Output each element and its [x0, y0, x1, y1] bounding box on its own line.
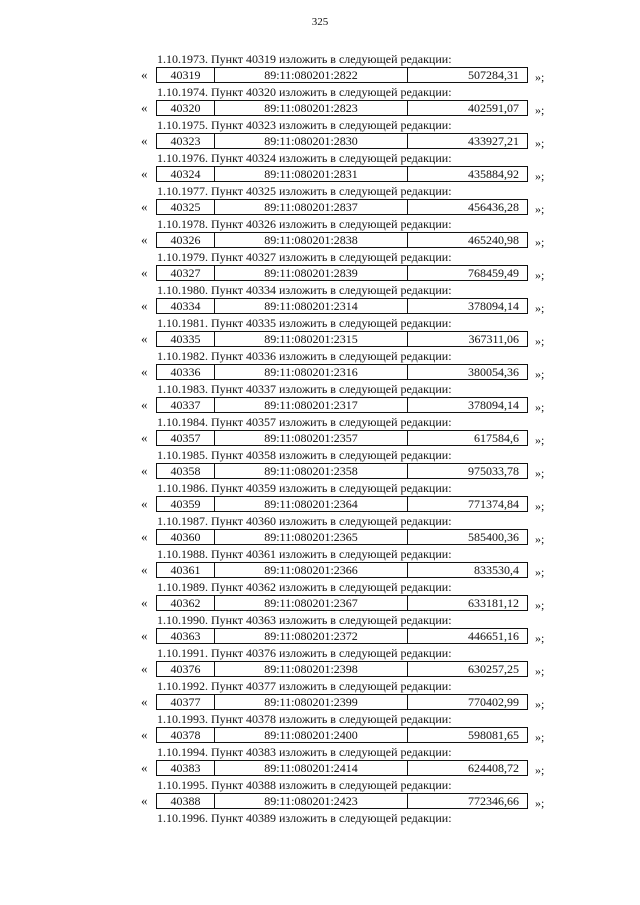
- table-row: [0, 99, 640, 118]
- amendment-entry: [0, 712, 640, 745]
- table-row: [0, 594, 640, 613]
- closing-quote: »;: [535, 367, 545, 381]
- item-number-cell: 40327: [157, 266, 215, 280]
- table-row: [0, 66, 640, 85]
- amendment-entry: [0, 448, 640, 481]
- cadastral-number-cell: 89:11:080201:2400: [215, 728, 408, 742]
- cadastral-number-cell: 89:11:080201:2839: [215, 266, 408, 280]
- closing-quote: »;: [535, 598, 545, 612]
- table-cells: [156, 397, 528, 413]
- amendment-heading: 1.10.1988. Пункт 40361 изложить в следующей редакции:: [157, 547, 452, 561]
- cadastral-number-cell: 89:11:080201:2357: [215, 431, 408, 445]
- value-cell: 617584,6: [474, 431, 519, 445]
- amendment-heading: 1.10.1991. Пункт 40376 изложить в следующей редакции:: [157, 646, 452, 660]
- table-cells: [156, 793, 528, 809]
- item-number-cell: 40337: [157, 398, 215, 412]
- amendment-heading: 1.10.1993. Пункт 40378 изложить в следующей редакции:: [157, 712, 452, 726]
- item-number-cell: 40359: [157, 497, 215, 511]
- table-cells: [156, 529, 528, 545]
- closing-quote: »;: [535, 202, 545, 216]
- item-number-cell: 40323: [157, 134, 215, 148]
- table-row: [0, 561, 640, 580]
- closing-quote: »;: [535, 235, 545, 249]
- value-cell: 465240,98: [468, 233, 519, 247]
- closing-quote: »;: [535, 730, 545, 744]
- table-row: [0, 297, 640, 316]
- item-number-cell: 40358: [157, 464, 215, 478]
- opening-quote: «: [141, 100, 148, 115]
- table-row: [0, 759, 640, 778]
- table-cells: [156, 760, 528, 776]
- table-cells: [156, 727, 528, 743]
- amendment-heading: 1.10.1973. Пункт 40319 изложить в следующей редакции:: [157, 52, 452, 66]
- item-number-cell: 40325: [157, 200, 215, 214]
- table-cells: [156, 430, 528, 446]
- amendment-heading: 1.10.1974. Пункт 40320 изложить в следующей редакции:: [157, 85, 452, 99]
- amendment-heading: 1.10.1980. Пункт 40334 изложить в следующей редакции:: [157, 283, 452, 297]
- amendment-entry: [0, 151, 640, 184]
- closing-quote: »;: [535, 169, 545, 183]
- amendment-heading: 1.10.1992. Пункт 40377 изложить в следующей редакции:: [157, 679, 452, 693]
- item-number-cell: 40376: [157, 662, 215, 676]
- table-cells: [156, 166, 528, 182]
- amendment-entry: [0, 217, 640, 250]
- item-number-cell: 40383: [157, 761, 215, 775]
- amendment-heading: 1.10.1990. Пункт 40363 изложить в следующей редакции:: [157, 613, 452, 627]
- page-number: 325: [311, 16, 329, 28]
- cadastral-number-cell: 89:11:080201:2316: [215, 365, 408, 379]
- amendment-entry: [0, 481, 640, 514]
- table-cells: [156, 265, 528, 281]
- value-cell: 378094,14: [468, 398, 519, 412]
- opening-quote: «: [141, 562, 148, 577]
- cadastral-number-cell: 89:11:080201:2398: [215, 662, 408, 676]
- cadastral-number-cell: 89:11:080201:2366: [215, 563, 408, 577]
- amendment-heading: 1.10.1994. Пункт 40383 изложить в следующей редакции:: [157, 745, 452, 759]
- amendment-entry: [0, 745, 640, 778]
- table-cells: [156, 364, 528, 380]
- amendment-entry: [0, 613, 640, 646]
- opening-quote: «: [141, 496, 148, 511]
- item-number-cell: 40388: [157, 794, 215, 808]
- cadastral-number-cell: 89:11:080201:2831: [215, 167, 408, 181]
- table-cells: [156, 496, 528, 512]
- opening-quote: «: [141, 694, 148, 709]
- opening-quote: «: [141, 529, 148, 544]
- table-cells: [156, 100, 528, 116]
- closing-quote: »;: [535, 268, 545, 282]
- value-cell: 630257,25: [468, 662, 519, 676]
- amendment-entry: [0, 250, 640, 283]
- opening-quote: «: [141, 463, 148, 478]
- amendment-entry: [0, 382, 640, 415]
- item-number-cell: 40362: [157, 596, 215, 610]
- amendment-entry: [0, 580, 640, 613]
- table-row: [0, 198, 640, 217]
- value-cell: 367311,06: [468, 332, 519, 346]
- amendment-heading: 1.10.1979. Пункт 40327 изложить в следующей редакции:: [157, 250, 452, 264]
- opening-quote: «: [141, 628, 148, 643]
- value-cell: 446651,16: [468, 629, 519, 643]
- table-cells: [156, 199, 528, 215]
- value-cell: 833530,4: [474, 563, 519, 577]
- table-row: [0, 693, 640, 712]
- table-row: [0, 231, 640, 250]
- amendment-entry: [0, 52, 640, 85]
- value-cell: 433927,21: [468, 134, 519, 148]
- amendment-heading: 1.10.1987. Пункт 40360 изложить в следующей редакции:: [157, 514, 452, 528]
- opening-quote: «: [141, 793, 148, 808]
- closing-quote: »;: [535, 466, 545, 480]
- item-number-cell: 40357: [157, 431, 215, 445]
- amendment-entry: [0, 415, 640, 448]
- amendment-entry: [0, 778, 640, 811]
- value-cell: 585400,36: [468, 530, 519, 544]
- amendment-entry: [0, 118, 640, 151]
- closing-quote: »;: [535, 433, 545, 447]
- cadastral-number-cell: 89:11:080201:2317: [215, 398, 408, 412]
- item-number-cell: 40334: [157, 299, 215, 313]
- table-cells: [156, 331, 528, 347]
- item-number-cell: 40360: [157, 530, 215, 544]
- amendment-entry: [0, 679, 640, 712]
- item-number-cell: 40320: [157, 101, 215, 115]
- value-cell: 598081,65: [468, 728, 519, 742]
- closing-quote: »;: [535, 763, 545, 777]
- amendment-heading: 1.10.1976. Пункт 40324 изложить в следующей редакции:: [157, 151, 452, 165]
- table-cells: [156, 67, 528, 83]
- opening-quote: «: [141, 760, 148, 775]
- opening-quote: «: [141, 331, 148, 346]
- amendment-heading: 1.10.1975. Пункт 40323 изложить в следующей редакции:: [157, 118, 452, 132]
- table-row: [0, 330, 640, 349]
- table-row: [0, 660, 640, 679]
- amendment-heading: 1.10.1978. Пункт 40326 изложить в следующей редакции:: [157, 217, 452, 231]
- amendment-entry: [0, 184, 640, 217]
- table-row: [0, 264, 640, 283]
- opening-quote: «: [141, 397, 148, 412]
- amendment-entry: [0, 85, 640, 118]
- amendment-heading: 1.10.1981. Пункт 40335 изложить в следующей редакции:: [157, 316, 452, 330]
- cadastral-number-cell: 89:11:080201:2315: [215, 332, 408, 346]
- closing-quote: »;: [535, 664, 545, 678]
- closing-quote: »;: [535, 532, 545, 546]
- cadastral-number-cell: 89:11:080201:2822: [215, 68, 408, 82]
- table-cells: [156, 463, 528, 479]
- table-row: [0, 429, 640, 448]
- table-row: [0, 627, 640, 646]
- item-number-cell: 40319: [157, 68, 215, 82]
- item-number-cell: 40363: [157, 629, 215, 643]
- table-row: [0, 396, 640, 415]
- value-cell: 378094,14: [468, 299, 519, 313]
- item-number-cell: 40377: [157, 695, 215, 709]
- item-number-cell: 40361: [157, 563, 215, 577]
- value-cell: 771374,84: [468, 497, 519, 511]
- amendment-entry: [0, 646, 640, 679]
- amendment-heading: 1.10.1995. Пункт 40388 изложить в следующей редакции:: [157, 778, 452, 792]
- closing-quote: »;: [535, 301, 545, 315]
- table-cells: [156, 562, 528, 578]
- amendment-entry: [0, 349, 640, 382]
- table-row: [0, 726, 640, 745]
- value-cell: 435884,92: [468, 167, 519, 181]
- cadastral-number-cell: 89:11:080201:2367: [215, 596, 408, 610]
- table-row: [0, 495, 640, 514]
- closing-quote: »;: [535, 334, 545, 348]
- amendment-entry: [0, 283, 640, 316]
- amendment-entry: [0, 514, 640, 547]
- table-row: [0, 132, 640, 151]
- cadastral-number-cell: 89:11:080201:2365: [215, 530, 408, 544]
- entries-list: [0, 52, 640, 825]
- opening-quote: «: [141, 595, 148, 610]
- cadastral-number-cell: 89:11:080201:2830: [215, 134, 408, 148]
- cadastral-number-cell: 89:11:080201:2837: [215, 200, 408, 214]
- cadastral-number-cell: 89:11:080201:2358: [215, 464, 408, 478]
- value-cell: 770402,99: [468, 695, 519, 709]
- opening-quote: «: [141, 133, 148, 148]
- closing-quote: »;: [535, 796, 545, 810]
- item-number-cell: 40378: [157, 728, 215, 742]
- opening-quote: «: [141, 298, 148, 313]
- opening-quote: «: [141, 661, 148, 676]
- amendment-heading: 1.10.1982. Пункт 40336 изложить в следующей редакции:: [157, 349, 452, 363]
- table-cells: [156, 694, 528, 710]
- value-cell: 507284,31: [468, 68, 519, 82]
- cadastral-number-cell: 89:11:080201:2414: [215, 761, 408, 775]
- final-amendment-heading: 1.10.1996. Пункт 40389 изложить в следующей редакции:: [157, 811, 452, 825]
- table-row: [0, 792, 640, 811]
- table-row: [0, 462, 640, 481]
- opening-quote: «: [141, 727, 148, 742]
- closing-quote: »;: [535, 499, 545, 513]
- table-row: [0, 165, 640, 184]
- table-cells: [156, 298, 528, 314]
- table-cells: [156, 661, 528, 677]
- opening-quote: «: [141, 265, 148, 280]
- table-cells: [156, 628, 528, 644]
- closing-quote: »;: [535, 136, 545, 150]
- value-cell: 768459,49: [468, 266, 519, 280]
- amendment-heading: 1.10.1985. Пункт 40358 изложить в следующей редакции:: [157, 448, 452, 462]
- amendment-heading: 1.10.1984. Пункт 40357 изложить в следующей редакции:: [157, 415, 452, 429]
- opening-quote: «: [141, 67, 148, 82]
- closing-quote: »;: [535, 631, 545, 645]
- table-cells: [156, 133, 528, 149]
- item-number-cell: 40336: [157, 365, 215, 379]
- opening-quote: «: [141, 232, 148, 247]
- opening-quote: «: [141, 364, 148, 379]
- closing-quote: »;: [535, 70, 545, 84]
- closing-quote: »;: [535, 697, 545, 711]
- cadastral-number-cell: 89:11:080201:2838: [215, 233, 408, 247]
- value-cell: 772346,66: [468, 794, 519, 808]
- cadastral-number-cell: 89:11:080201:2372: [215, 629, 408, 643]
- amendment-heading: 1.10.1977. Пункт 40325 изложить в следующей редакции:: [157, 184, 452, 198]
- closing-quote: »;: [535, 565, 545, 579]
- opening-quote: «: [141, 199, 148, 214]
- amendment-heading: 1.10.1986. Пункт 40359 изложить в следующей редакции:: [157, 481, 452, 495]
- amendment-heading: 1.10.1989. Пункт 40362 изложить в следующей редакции:: [157, 580, 452, 594]
- cadastral-number-cell: 89:11:080201:2399: [215, 695, 408, 709]
- item-number-cell: 40324: [157, 167, 215, 181]
- opening-quote: «: [141, 430, 148, 445]
- cadastral-number-cell: 89:11:080201:2314: [215, 299, 408, 313]
- closing-quote: »;: [535, 400, 545, 414]
- value-cell: 380054,36: [468, 365, 519, 379]
- cadastral-number-cell: 89:11:080201:2423: [215, 794, 408, 808]
- amendment-entry: [0, 547, 640, 580]
- table-cells: [156, 232, 528, 248]
- cadastral-number-cell: 89:11:080201:2823: [215, 101, 408, 115]
- opening-quote: «: [141, 166, 148, 181]
- value-cell: 633181,12: [468, 596, 519, 610]
- value-cell: 402591,07: [468, 101, 519, 115]
- item-number-cell: 40326: [157, 233, 215, 247]
- cadastral-number-cell: 89:11:080201:2364: [215, 497, 408, 511]
- table-row: [0, 528, 640, 547]
- value-cell: 456436,28: [468, 200, 519, 214]
- value-cell: 975033,78: [468, 464, 519, 478]
- item-number-cell: 40335: [157, 332, 215, 346]
- table-row: [0, 363, 640, 382]
- table-cells: [156, 595, 528, 611]
- value-cell: 624408,72: [468, 761, 519, 775]
- amendment-entry: [0, 316, 640, 349]
- closing-quote: »;: [535, 103, 545, 117]
- amendment-heading: 1.10.1983. Пункт 40337 изложить в следующей редакции:: [157, 382, 452, 396]
